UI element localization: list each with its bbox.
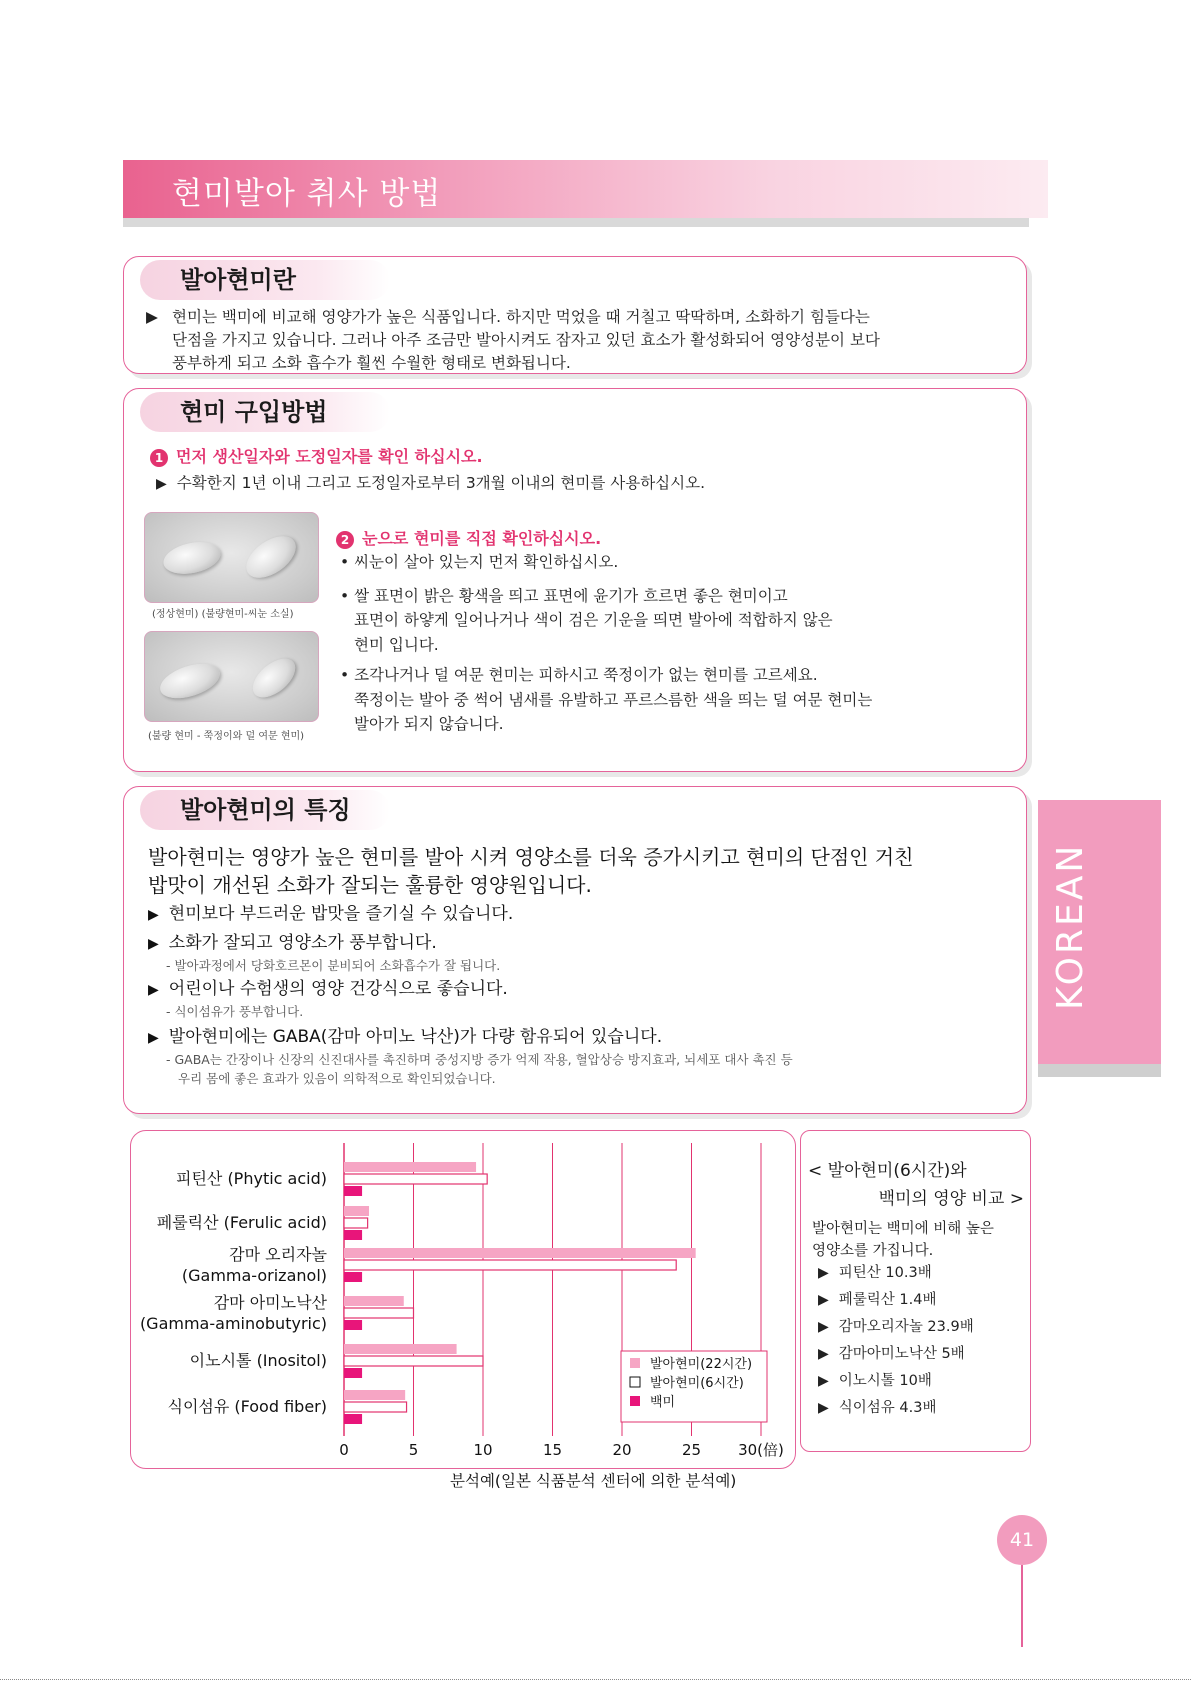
feature-text: 현미보다 부드러운 밥맛을 즐기실 수 있습니다. bbox=[168, 904, 514, 924]
feature-subtext: - 식이섬유가 풍부합니다. bbox=[166, 1004, 304, 1019]
comparison-title-line: 백미의 영양 비교 > bbox=[878, 1189, 1024, 1209]
x-tick-label: 10 bbox=[473, 1441, 493, 1459]
chart-caption: 분석예(일본 식품분석 센터에 의한 분석예) bbox=[450, 1472, 737, 1490]
comparison-intro bbox=[812, 1218, 994, 1262]
feature-subtext: - 발아과정에서 당화호르몬이 분비되어 소화흡수가 잘 됩니다. bbox=[166, 958, 501, 973]
bar-germinated-22h bbox=[344, 1248, 696, 1258]
title-banner-shadow bbox=[123, 218, 1029, 227]
rice-grain-image bbox=[161, 537, 224, 578]
comparison-list bbox=[818, 1260, 974, 1422]
category-label: 식이섬유 (Food fiber) bbox=[167, 1397, 327, 1416]
bullet-item: • 씨눈이 살아 있는지 먼저 확인하십시오. bbox=[340, 553, 619, 571]
bar-germinated-6h bbox=[344, 1402, 407, 1412]
step1-text bbox=[156, 472, 705, 496]
features-lead bbox=[148, 843, 1018, 899]
comparison-item bbox=[818, 1368, 974, 1395]
step1-title-text: 먼저 생산일자와 도정일자를 확인 하십시오. bbox=[176, 447, 483, 466]
x-tick-label: 25 bbox=[681, 1441, 702, 1459]
comparison-title-line: < 발아현미(6시간)와 bbox=[808, 1161, 967, 1181]
comparison-title bbox=[808, 1157, 1024, 1213]
rice-grain-image bbox=[246, 651, 302, 705]
comparison-item bbox=[818, 1260, 974, 1287]
section-heading: 발아현미란 bbox=[140, 260, 390, 300]
rice-grain-image bbox=[239, 528, 303, 586]
feature-item bbox=[148, 902, 1018, 927]
category-label: 페룰릭산 (Ferulic acid) bbox=[156, 1213, 327, 1232]
paragraph-line: 현미는 백미에 비교해 영양가가 높은 식품입니다. 하지만 먹었을 때 거칠고 딱딱하며, 소화하기 힘들다는 bbox=[172, 308, 870, 326]
step2-title bbox=[336, 526, 601, 549]
arrow-icon: ▶ bbox=[148, 1030, 159, 1046]
legend-label: 발아현미(6시간) bbox=[650, 1376, 744, 1391]
section1-arrow: ▶ bbox=[146, 308, 158, 326]
bullet-item-line: 발아가 되지 않습니다. bbox=[354, 715, 504, 733]
category-label: 감마 아미노낙산 bbox=[213, 1293, 327, 1312]
language-tab-label: KOREAN bbox=[1050, 842, 1091, 1010]
x-tick-label: 20 bbox=[612, 1441, 632, 1459]
bar-white-rice bbox=[344, 1368, 362, 1378]
arrow-icon: ▶ bbox=[818, 1292, 829, 1308]
arrow-icon: ▶ bbox=[156, 476, 167, 492]
bar-white-rice bbox=[344, 1186, 362, 1196]
arrow-icon: ▶ bbox=[148, 907, 159, 923]
arrow-icon: ▶ bbox=[148, 936, 159, 952]
bar-white-rice bbox=[344, 1414, 362, 1424]
feature-subtext: 우리 몸에 좋은 효과가 있음이 의학적으로 확인되었습니다. bbox=[178, 1071, 496, 1086]
step1-text-content: 수확한지 1년 이내 그리고 도정일자로부터 3개월 이내의 현미를 사용하십시오. bbox=[176, 474, 706, 492]
feature-text: 소화가 잘되고 영양소가 풍부합니다. bbox=[168, 933, 437, 953]
arrow-icon: ▶ bbox=[818, 1400, 829, 1416]
feature-item bbox=[148, 1025, 1018, 1050]
feature-text: 발아현미에는 GABA(감마 아미노 낙산)가 다량 함유되어 있습니다. bbox=[168, 1027, 663, 1047]
step-number-badge: 2 bbox=[336, 531, 354, 549]
legend-label: 발아현미(22시간) bbox=[650, 1357, 753, 1372]
paragraph-line: 풍부하게 되고 소화 흡수가 훨씬 수월한 형태로 변화됩니다. bbox=[172, 354, 571, 372]
section-heading: 발아현미의 특징 bbox=[140, 790, 390, 830]
feature-subtext: - GABA는 간장이나 신장의 신진대사를 촉진하며 중성지방 증가 억제 작용, 혈압상승 방지효과, 뇌세포 대사 촉진 등 bbox=[166, 1052, 793, 1067]
arrow-icon: ▶ bbox=[818, 1319, 829, 1335]
arrow-icon: ▶ bbox=[818, 1346, 829, 1362]
step2-title-text: 눈으로 현미를 직접 확인하십시오. bbox=[362, 529, 602, 548]
language-side-tab-shadow bbox=[1038, 1064, 1161, 1077]
bullet-item-line: 표면이 하얗게 일어나거나 색이 검은 기운을 띄면 발아에 적합하지 않은 bbox=[354, 611, 833, 629]
photo-caption: (불량 현미 - 쭉정이와 덜 여문 현미) bbox=[148, 731, 305, 742]
comparison-item-text: 감마오리자놀 23.9배 bbox=[838, 1319, 974, 1335]
category-label: 피틴산 (Phytic acid) bbox=[175, 1169, 327, 1188]
feature-item bbox=[148, 931, 1018, 956]
bar-white-rice bbox=[344, 1230, 362, 1240]
bar-germinated-6h bbox=[344, 1308, 414, 1318]
comparison-item-text: 식이섬유 4.3배 bbox=[838, 1400, 937, 1416]
bottom-dotted-line bbox=[0, 1679, 1191, 1680]
section-heading: 현미 구입방법 bbox=[140, 392, 390, 432]
comparison-item bbox=[818, 1395, 974, 1422]
legend-label: 백미 bbox=[650, 1395, 676, 1410]
legend-swatch bbox=[630, 1358, 640, 1368]
features-list bbox=[148, 902, 1018, 1088]
x-tick-label: 5 bbox=[408, 1441, 419, 1459]
bullet-item-line: 쭉정이는 발아 중 썩어 냄새를 유발하고 푸르스름한 색을 띄는 덜 여문 현미는 bbox=[354, 690, 873, 709]
bar-white-rice bbox=[344, 1272, 362, 1282]
category-label: 이노시톨 (Inositol) bbox=[189, 1351, 327, 1370]
photo-caption: (정상현미) (불량현미-씨눈 소실) bbox=[152, 609, 294, 620]
bar-germinated-6h bbox=[344, 1174, 487, 1184]
bullet-item: • 쌀 표면이 밝은 황색을 띄고 표면에 윤기가 흐르면 좋은 현미이고 bbox=[340, 586, 788, 605]
comparison-intro-line: 발아현미는 백미에 비해 높은 bbox=[812, 1221, 994, 1237]
rice-grain-image bbox=[156, 657, 224, 705]
page-number-line bbox=[1021, 1565, 1023, 1647]
bar-germinated-22h bbox=[344, 1390, 405, 1400]
paragraph-line: 단점을 가지고 있습니다. 그러나 아주 조금만 발아시켜도 잠자고 있던 효소가 활성화되어 영양성분이 보다 bbox=[172, 331, 880, 349]
category-label: (Gamma-aminobutyric) bbox=[139, 1314, 327, 1333]
arrow-icon: ▶ bbox=[818, 1373, 829, 1389]
bar-white-rice bbox=[344, 1320, 362, 1330]
arrow-icon: ▶ bbox=[148, 982, 159, 998]
bar-germinated-6h bbox=[344, 1260, 676, 1270]
bullet-item: • 조각나거나 덜 여문 현미는 피하시고 쭉정이가 없는 현미를 고르세요. bbox=[340, 666, 818, 684]
step2-bullets bbox=[340, 550, 1020, 737]
rice-photo-normal bbox=[144, 512, 319, 603]
comparison-item bbox=[818, 1314, 974, 1341]
bar-germinated-6h bbox=[344, 1356, 483, 1366]
lead-line: 발아현미는 영양가 높은 현미를 발아 시켜 영양소를 더욱 증가시키고 현미의 단점인 거친 bbox=[148, 845, 914, 869]
x-tick-label: 15 bbox=[542, 1441, 563, 1459]
x-tick-label: 0 bbox=[339, 1441, 349, 1459]
x-tick-label: 30(倍) bbox=[738, 1441, 784, 1459]
bar-germinated-22h bbox=[344, 1206, 369, 1216]
bar-germinated-6h bbox=[344, 1218, 368, 1228]
comparison-item bbox=[818, 1341, 974, 1368]
bullet-item-line: 현미 입니다. bbox=[354, 635, 439, 654]
comparison-intro-line: 영양소를 가집니다. bbox=[812, 1243, 934, 1259]
feature-item bbox=[148, 977, 1018, 1002]
step-number-badge: 1 bbox=[150, 449, 168, 467]
bar-germinated-22h bbox=[344, 1296, 404, 1306]
comparison-item-text: 피틴산 10.3배 bbox=[838, 1265, 932, 1281]
comparison-item-text: 페룰릭산 1.4배 bbox=[838, 1292, 937, 1308]
comparison-item-text: 이노시톨 10배 bbox=[838, 1373, 932, 1389]
comparison-item bbox=[818, 1287, 974, 1314]
comparison-item-text: 감마아미노낙산 5배 bbox=[838, 1346, 965, 1362]
nutrition-bar-chart bbox=[130, 1130, 794, 1470]
legend-swatch bbox=[630, 1396, 640, 1406]
page-number: 41 bbox=[997, 1515, 1047, 1565]
bar-germinated-22h bbox=[344, 1162, 476, 1172]
category-label: (Gamma-orizanol) bbox=[181, 1266, 327, 1285]
feature-text: 어린이나 수험생의 영양 건강식으로 좋습니다. bbox=[168, 979, 508, 999]
arrow-icon: ▶ bbox=[818, 1265, 829, 1281]
bar-germinated-22h bbox=[344, 1344, 457, 1354]
step1-title bbox=[150, 444, 483, 467]
category-label: 감마 오리자놀 bbox=[229, 1245, 327, 1264]
lead-line: 밥맛이 개선된 소화가 잘되는 훌륭한 영양원입니다. bbox=[148, 873, 592, 897]
section1-paragraph bbox=[172, 306, 1022, 375]
rice-photo-defective bbox=[144, 631, 319, 722]
legend-swatch bbox=[630, 1377, 640, 1387]
page-title: 현미발아 취사 방법 bbox=[172, 176, 442, 212]
